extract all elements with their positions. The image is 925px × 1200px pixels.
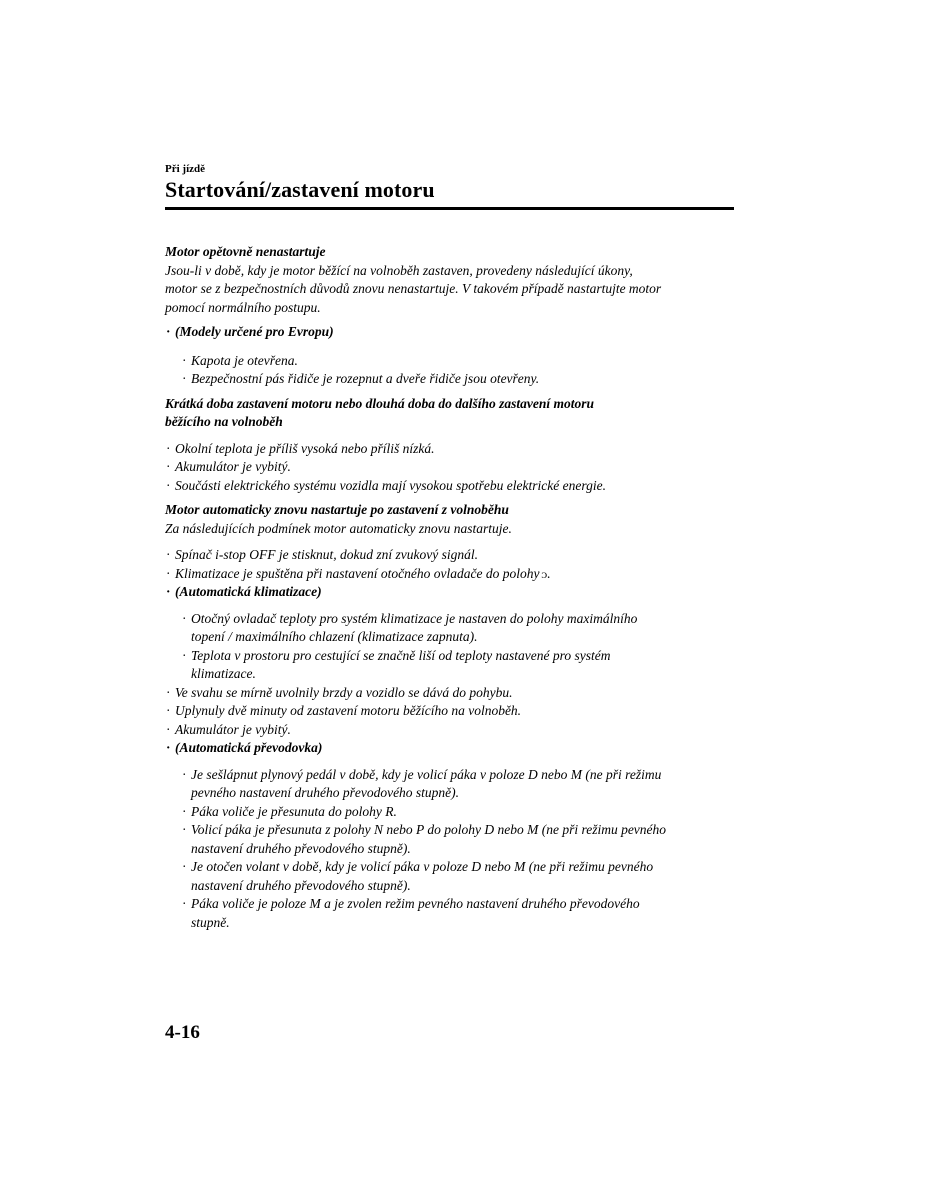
list-item: · Uplynuly dvě minuty od zastavení motoru běžícího na volnoběh. [165, 702, 740, 721]
list-item: · Spínač i-stop OFF je stisknut, dokud zní zvukový signál. [165, 546, 740, 565]
section-heading-short-stop-cont: běžícího na volnoběh [165, 414, 283, 429]
list-item: · Otočný ovladač teploty pro systém klimatizace je nastaven do polohy maximálního [181, 610, 740, 629]
list-item-cont: topení / maximálního chlazení (klimatizace zapnuta). [191, 629, 478, 644]
list-item: · Součásti elektrického systému vozidla mají vysokou spotřebu elektrické energie. [165, 477, 740, 496]
list-item: · Bezpečnostní pás řidiče je rozepnut a dveře řidiče jsou otevřeny. [181, 370, 740, 389]
list-item: · Páka voliče je poloze M a je zvolen režim pevného nastavení druhého převodového [181, 895, 740, 914]
bullet-list [165, 440, 740, 496]
list-item: · Je otočen volant v době, kdy je volicí páka v poloze D nebo M (ne při režimu pevného [181, 858, 740, 877]
title-divider [165, 207, 734, 210]
paragraph-line: motor se z bezpečnostních důvodů znovu nenastartuje. V takovém případě nastartujte motor [165, 281, 662, 296]
bullet-list [181, 610, 740, 684]
bullet-list [181, 352, 740, 389]
list-item: · Akumulátor je vybitý. [165, 458, 740, 477]
paragraph-line: pomocí normálního postupu. [165, 299, 321, 315]
group-label-auto-transmission: · (Automatická převodovka) [165, 739, 740, 758]
list-item-end: . [547, 565, 551, 581]
list-item: · Teplota v prostoru pro cestující se značně liší od teploty nastavené pro systém [181, 647, 740, 666]
list-item: · Páka voliče je přesunuta do polohy R. [181, 803, 740, 822]
paragraph-line: Za následujících podmínek motor automaticky znovu nastartuje. [165, 520, 512, 536]
group-label-europe: · (Modely určené pro Evropu) [165, 323, 740, 342]
windshield-defroster-icon: ᴐ [541, 566, 548, 581]
list-item: · Volicí páka je přesunuta z polohy N nebo P do polohy D nebo M (ne při režimu pevného [181, 821, 740, 840]
section-heading-short-stop: Krátká doba zastavení motoru nebo dlouhá doba do dalšího zastavení motoru [165, 395, 595, 411]
list-item-cont: klimatizace. [191, 666, 256, 681]
page-number: 4-16 [165, 1022, 200, 1043]
list-item-text: Klimatizace je spuštěna při nastavení otočného ovladače do polohy [175, 565, 540, 581]
list-item: · Kapota je otevřena. [181, 352, 740, 371]
section-label: Při jízdě [165, 163, 206, 175]
paragraph-line: Jsou-li v době, kdy je motor běžící na volnoběh zastaven, provedeny následující úkony, [165, 262, 633, 278]
list-item-cont: nastavení druhého převodového stupně). [191, 877, 411, 893]
list-item: · Ve svahu se mírně uvolnily brzdy a vozidlo se dává do pohybu. [165, 684, 740, 703]
page-content [165, 243, 740, 932]
list-item [165, 565, 740, 584]
group-label-auto-ac: · (Automatická klimatizace) [165, 583, 740, 602]
list-item-cont: pevného nastavení druhého převodového stupně). [191, 785, 460, 800]
list-item: · Akumulátor je vybitý. [165, 721, 740, 740]
list-item: · Je sešlápnut plynový pedál v době, kdy je volicí páka v poloze D nebo M (ne při režimu [181, 766, 740, 785]
list-item-cont: stupně. [191, 914, 230, 930]
page-title: Startování/zastavení motoru [165, 177, 435, 202]
section-heading-no-restart: Motor opětovně nenastartuje [165, 244, 326, 259]
list-item: · Okolní teplota je příliš vysoká nebo příliš nízká. [165, 440, 740, 459]
section-heading-auto-restart: Motor automaticky znovu nastartuje po zastavení z volnoběhu [165, 502, 509, 517]
bullet-list [181, 766, 740, 933]
list-item-cont: nastavení druhého převodového stupně). [191, 840, 411, 856]
